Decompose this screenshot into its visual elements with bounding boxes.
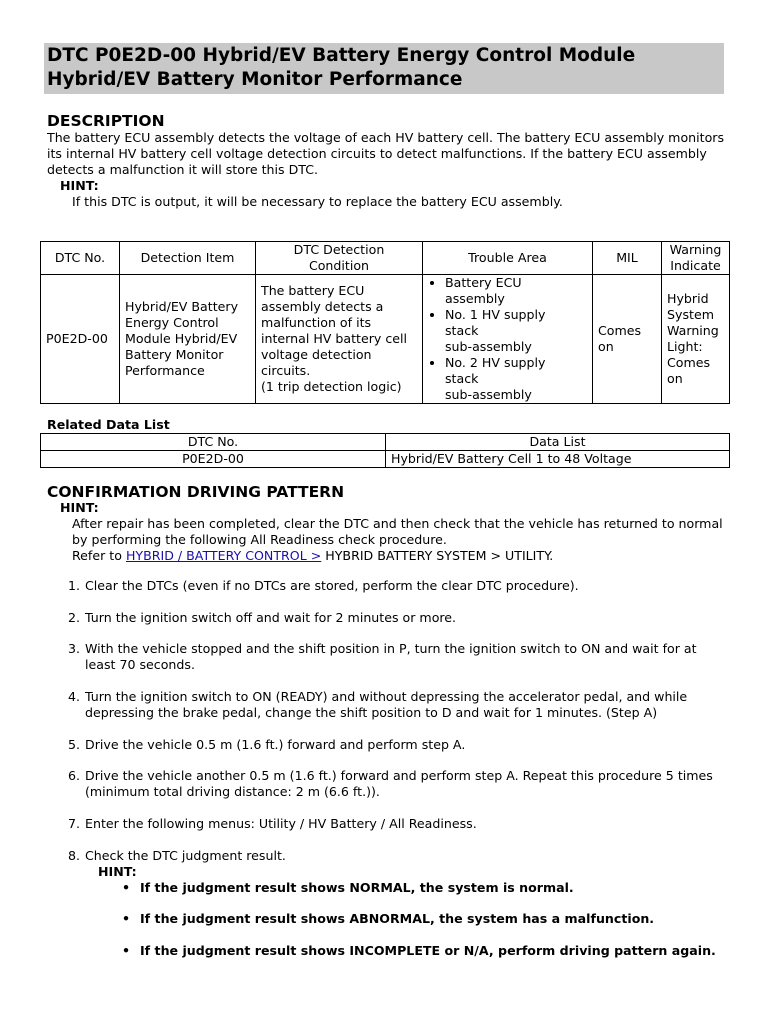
cell-detection-condition bbox=[256, 275, 423, 404]
step-text bbox=[85, 768, 725, 801]
cell-line: Comes bbox=[667, 355, 711, 370]
header-trouble-area: Trouble Area bbox=[423, 242, 593, 275]
header-warning-indicate bbox=[662, 242, 730, 275]
bullet-dot: • bbox=[122, 880, 131, 895]
description-hint-text: If this DTC is output, it will be necessary to replace the battery ECU assembly. bbox=[72, 194, 563, 209]
step-line: Check the DTC judgment result. bbox=[85, 848, 286, 863]
cell-line: on bbox=[667, 371, 683, 386]
trouble-area-item bbox=[445, 275, 587, 307]
step-text bbox=[85, 848, 725, 864]
cell-line: circuits. bbox=[261, 363, 311, 378]
header-detection-item: Detection Item bbox=[120, 242, 256, 275]
cell-line: Energy Control bbox=[125, 315, 219, 330]
title-line-2: Hybrid/EV Battery Monitor Performance bbox=[47, 69, 463, 90]
cell-line: System bbox=[667, 307, 714, 322]
dtc-table bbox=[40, 241, 730, 404]
cell-line: Hybrid/EV Battery bbox=[125, 299, 239, 314]
description-line: its internal HV battery cell voltage detection circuits to detect malfunctions. If the battery ECU assembly bbox=[47, 146, 707, 161]
header-warning-line: Warning bbox=[669, 242, 722, 257]
related-header-data-list: Data List bbox=[386, 434, 730, 451]
step8-hint-label: HINT: bbox=[98, 864, 137, 879]
description-heading: DESCRIPTION bbox=[47, 112, 165, 130]
step-number: 8. bbox=[68, 848, 81, 863]
step-text bbox=[85, 816, 725, 832]
step-number: 2. bbox=[68, 610, 81, 625]
cell-line: • Battery ECU bbox=[445, 275, 522, 290]
step-number: 1. bbox=[68, 578, 81, 593]
cell-line: on bbox=[598, 339, 614, 354]
step-text bbox=[85, 578, 725, 594]
related-header-dtc-no: DTC No. bbox=[41, 434, 386, 451]
step-line: With the vehicle stopped and the shift position in P, turn the ignition switch to ON and wait for at bbox=[85, 641, 697, 656]
trouble-area-list bbox=[428, 275, 587, 403]
related-data-header-row bbox=[41, 434, 730, 451]
cell-line: malfunction of its bbox=[261, 315, 372, 330]
result-text: If the judgment result shows NORMAL, the system is normal. bbox=[140, 880, 574, 895]
cell-line: Light: bbox=[667, 339, 703, 354]
cell-warning-indicate bbox=[662, 275, 730, 404]
cell-dtc-no: P0E2D-00 bbox=[41, 275, 120, 404]
step-line: Turn the ignition switch to ON (READY) and without depressing the accelerator pedal, and while bbox=[85, 689, 688, 704]
cell-line: stack bbox=[445, 371, 479, 386]
cell-detection-item bbox=[120, 275, 256, 404]
refer-suffix: HYBRID BATTERY SYSTEM > UTILITY. bbox=[321, 548, 554, 563]
step-line: (minimum total driving distance: 2 m (6.6 ft.)). bbox=[85, 784, 380, 800]
step-number: 4. bbox=[68, 689, 81, 704]
title-line-1: DTC P0E2D-00 Hybrid/EV Battery Energy Control Module bbox=[47, 45, 636, 66]
cell-line: (1 trip detection logic) bbox=[261, 379, 402, 394]
step-line: Drive the vehicle another 0.5 m (1.6 ft.) forward and perform step A. Repeat this procedure 5 times bbox=[85, 768, 713, 783]
bullet-dot: • bbox=[122, 911, 131, 926]
cell-line: stack bbox=[445, 323, 479, 338]
related-data-heading: Related Data List bbox=[47, 417, 170, 432]
step-line: least 70 seconds. bbox=[85, 657, 195, 673]
cell-line: Battery Monitor bbox=[125, 347, 224, 362]
related-data-table bbox=[40, 433, 730, 468]
dtc-table-row bbox=[41, 275, 730, 404]
related-data-row bbox=[41, 451, 730, 468]
cell-line: voltage detection bbox=[261, 347, 372, 362]
cell-line: • No. 2 HV supply bbox=[445, 355, 546, 370]
cell-line: sub-assembly bbox=[445, 387, 532, 402]
step-text bbox=[85, 641, 725, 674]
description-text bbox=[47, 130, 737, 178]
cell-line: assembly detects a bbox=[261, 299, 384, 314]
confirmation-hint-text bbox=[72, 516, 732, 564]
cell-line: sub-assembly bbox=[445, 339, 532, 354]
result-text: If the judgment result shows INCOMPLETE or N/A, perform driving pattern again. bbox=[140, 943, 716, 958]
description-hint-label: HINT: bbox=[60, 178, 99, 193]
trouble-area-item bbox=[445, 307, 587, 355]
refer-line bbox=[72, 548, 732, 564]
header-condition-line: Condition bbox=[308, 258, 370, 273]
confirmation-hint-line: After repair has been completed, clear the DTC and then check that the vehicle has returned to normal bbox=[72, 516, 723, 531]
header-warning-line: Indicate bbox=[670, 258, 721, 273]
step-number: 5. bbox=[68, 737, 81, 752]
step-line: Turn the ignition switch off and wait for 2 minutes or more. bbox=[85, 610, 457, 625]
cell-line: • No. 1 HV supply bbox=[445, 307, 546, 322]
cell-mil bbox=[593, 275, 662, 404]
cell-line: assembly bbox=[445, 291, 505, 306]
cell-line: Warning bbox=[667, 323, 719, 338]
cell-line: Hybrid bbox=[667, 291, 709, 306]
cell-line: Performance bbox=[125, 363, 205, 378]
step-line: depressing the brake pedal, change the shift position to D and wait for 1 minutes. (Step A) bbox=[85, 705, 658, 721]
step-line: Enter the following menus: Utility / HV Battery / All Readiness. bbox=[85, 816, 477, 831]
confirmation-heading: CONFIRMATION DRIVING PATTERN bbox=[47, 483, 345, 501]
page-title bbox=[44, 43, 724, 94]
cell-trouble-area bbox=[423, 275, 593, 404]
related-cell-data-list: Hybrid/EV Battery Cell 1 to 48 Voltage bbox=[386, 451, 730, 468]
description-line: The battery ECU assembly detects the voltage of each HV battery cell. The battery ECU assembly monitors bbox=[47, 130, 725, 145]
step-number: 6. bbox=[68, 768, 81, 783]
header-condition-line: DTC Detection bbox=[293, 242, 385, 257]
cell-line: Module Hybrid/EV bbox=[125, 331, 238, 346]
step-line: Drive the vehicle 0.5 m (1.6 ft.) forward and perform step A. bbox=[85, 737, 466, 752]
step-line: Clear the DTCs (even if no DTCs are stored, perform the clear DTC procedure). bbox=[85, 578, 579, 593]
step-number: 3. bbox=[68, 641, 81, 656]
refer-prefix: Refer to bbox=[72, 548, 126, 563]
header-mil: MIL bbox=[593, 242, 662, 275]
trouble-area-item bbox=[445, 355, 587, 403]
step-number: 7. bbox=[68, 816, 81, 831]
header-detection-condition bbox=[256, 242, 423, 275]
step-text bbox=[85, 737, 725, 753]
dtc-table-header-row bbox=[41, 242, 730, 275]
related-cell-dtc-no: P0E2D-00 bbox=[41, 451, 386, 468]
bullet-dot: • bbox=[122, 943, 131, 958]
cell-line: Comes bbox=[598, 323, 642, 338]
result-text: If the judgment result shows ABNORMAL, the system has a malfunction. bbox=[140, 911, 655, 926]
confirmation-hint-label: HINT: bbox=[60, 500, 99, 515]
cell-line: The battery ECU bbox=[261, 283, 365, 298]
confirmation-hint-line: by performing the following All Readiness check procedure. bbox=[72, 532, 447, 547]
hybrid-battery-control-link[interactable]: HYBRID / BATTERY CONTROL > bbox=[125, 548, 322, 563]
header-dtc-no: DTC No. bbox=[41, 242, 120, 275]
step-text bbox=[85, 610, 725, 626]
description-line: detects a malfunction it will store this DTC. bbox=[47, 162, 319, 177]
cell-line: internal HV battery cell bbox=[261, 331, 408, 346]
step-text bbox=[85, 689, 725, 722]
